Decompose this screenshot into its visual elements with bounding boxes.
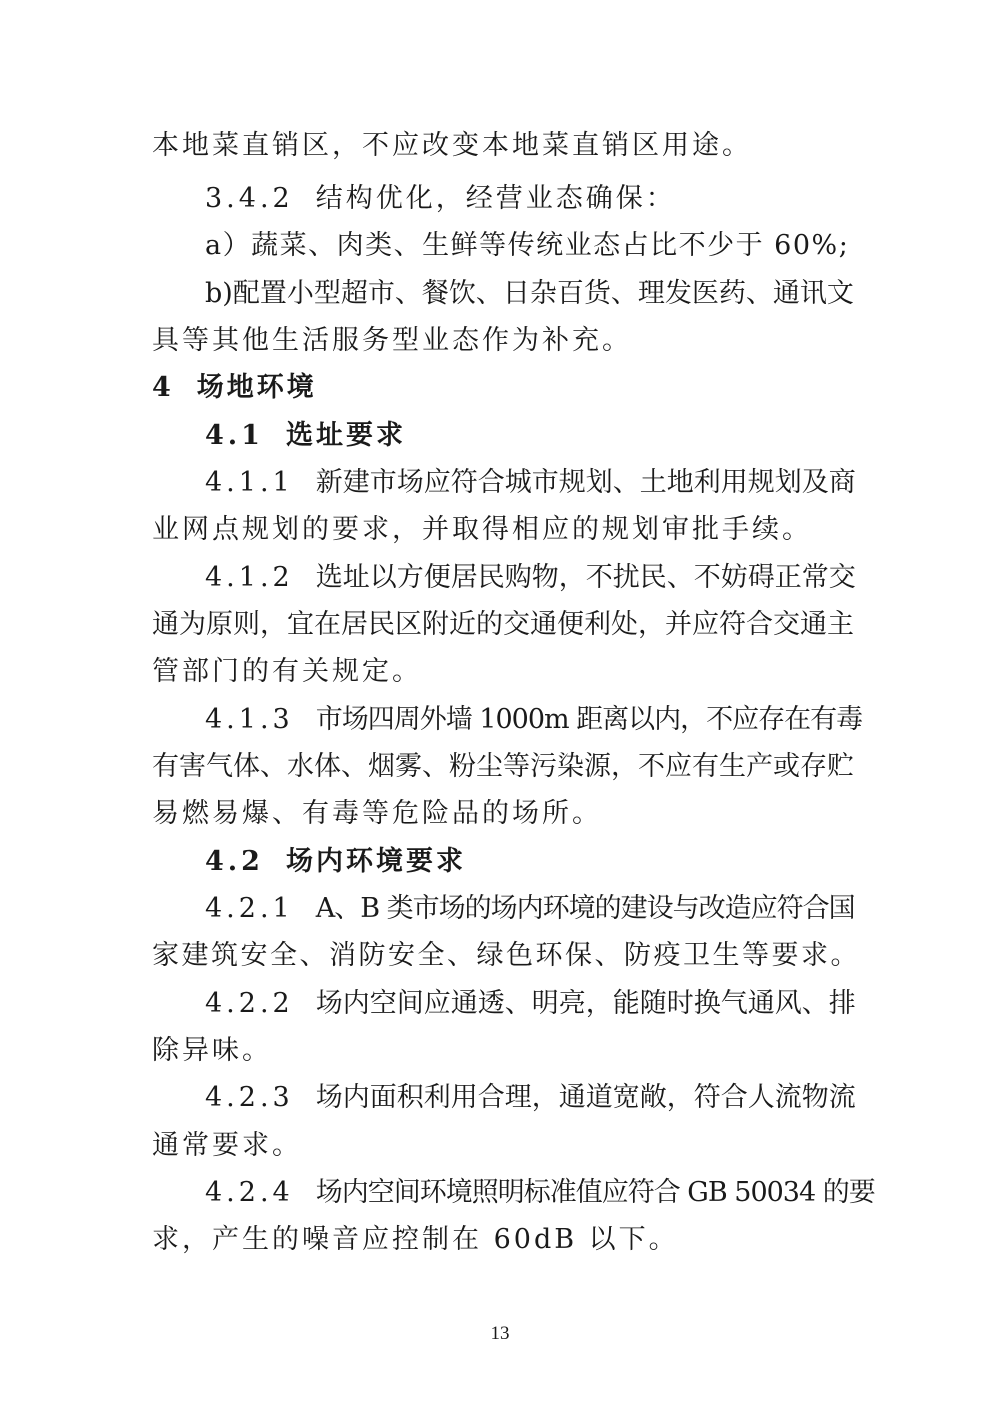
clause-4-2-3-continued [152, 1126, 852, 1166]
clause-text: 结构优化，经营业态确保： [315, 183, 676, 214]
subsection-heading-4-2 [205, 842, 855, 882]
clause-text: 新建市场应符合城市规划、土地利用规划及商 [315, 467, 856, 498]
clause-4-1-2 [205, 558, 855, 598]
clause-text: 通常要求。 [152, 1130, 302, 1161]
subsection-title: 场内环境要求 [285, 846, 466, 877]
clause-4-2-4-continued [152, 1220, 852, 1260]
clause-text: 场内空间环境照明标准值应符合 GB 50034 的要 [315, 1177, 875, 1208]
paragraph-line [152, 126, 852, 166]
clause-text: A、B 类市场的场内环境的建设与改造应符合国 [315, 893, 855, 924]
clause-text: 有害气体、水体、烟雾、粉尘等污染源，不应有生产或存贮 [152, 751, 854, 782]
clause-4-1-2-continued [152, 652, 852, 692]
clause-text: 除异味。 [152, 1035, 272, 1066]
clause-4-1-3-continued [152, 794, 852, 834]
list-item-a [205, 226, 855, 266]
clause-4-2-3 [205, 1078, 855, 1118]
clause-text: 求，产生的噪音应控制在 60dB 以下。 [152, 1224, 679, 1255]
clause-text: 管部门的有关规定。 [152, 656, 422, 687]
clause-4-1-1-continued [152, 510, 852, 550]
clause-3-4-2 [205, 179, 855, 219]
section-heading-4 [152, 368, 852, 408]
clause-number: 4.2.3 [205, 1082, 294, 1113]
clause-number: 4.2.2 [205, 988, 294, 1019]
clause-4-2-1 [205, 889, 855, 929]
clause-number: 4.2.1 [205, 893, 294, 924]
subsection-number: 4.1 [205, 420, 264, 451]
page-number: 13 [490, 1323, 510, 1344]
list-item-text: b)配置小型超市、餐饮、日杂百货、理发医药、通讯文 [205, 278, 854, 309]
clause-text: 通为原则，宜在居民区附近的交通便利处，并应符合交通主 [152, 609, 854, 640]
clause-text: 易燃易爆、有毒等危险品的场所。 [152, 798, 602, 829]
list-item-text: a）蔬菜、肉类、生鲜等传统业态占比不少于 60%; [205, 230, 850, 261]
clause-number: 4.1.3 [205, 704, 294, 735]
subsection-title: 选址要求 [285, 420, 406, 451]
clause-text: 业网点规划的要求，并取得相应的规划审批手续。 [152, 514, 812, 545]
list-item-b [205, 274, 855, 314]
clause-4-1-2-continued [152, 605, 852, 645]
clause-4-2-1-continued [152, 936, 860, 976]
clause-text: 场内面积利用合理，通道宽敞，符合人流物流 [315, 1082, 856, 1113]
subsection-heading-4-1 [205, 416, 855, 456]
clause-4-2-4 [205, 1173, 875, 1213]
clause-text: 市场四周外墙 1000m 距离以内，不应存在有毒 [315, 704, 863, 735]
list-item-b-continued [152, 321, 852, 361]
section-number: 4 [152, 372, 175, 403]
clause-number: 4.1.2 [205, 562, 294, 593]
clause-4-1-3-continued [152, 747, 852, 787]
clause-text: 家建筑安全、消防安全、绿色环保、防疫卫生等要求。 [152, 940, 860, 971]
clause-4-1-3 [205, 700, 863, 740]
subsection-number: 4.2 [205, 846, 264, 877]
clause-4-2-2 [205, 984, 855, 1024]
clause-number: 4.2.4 [205, 1177, 294, 1208]
clause-text: 场内空间应通透、明亮，能随时换气通风、排 [315, 988, 856, 1019]
clause-number: 4.1.1 [205, 467, 294, 498]
clause-text: 选址以方便居民购物，不扰民、不妨碍正常交 [315, 562, 856, 593]
clause-4-1-1 [205, 463, 855, 503]
section-title: 场地环境 [196, 372, 317, 403]
list-item-text: 具等其他生活服务型业态作为补充。 [152, 325, 632, 356]
clause-4-2-2-continued [152, 1031, 852, 1071]
clause-number: 3.4.2 [205, 183, 294, 214]
text-line: 本地菜直销区，不应改变本地菜直销区用途。 [152, 130, 752, 161]
